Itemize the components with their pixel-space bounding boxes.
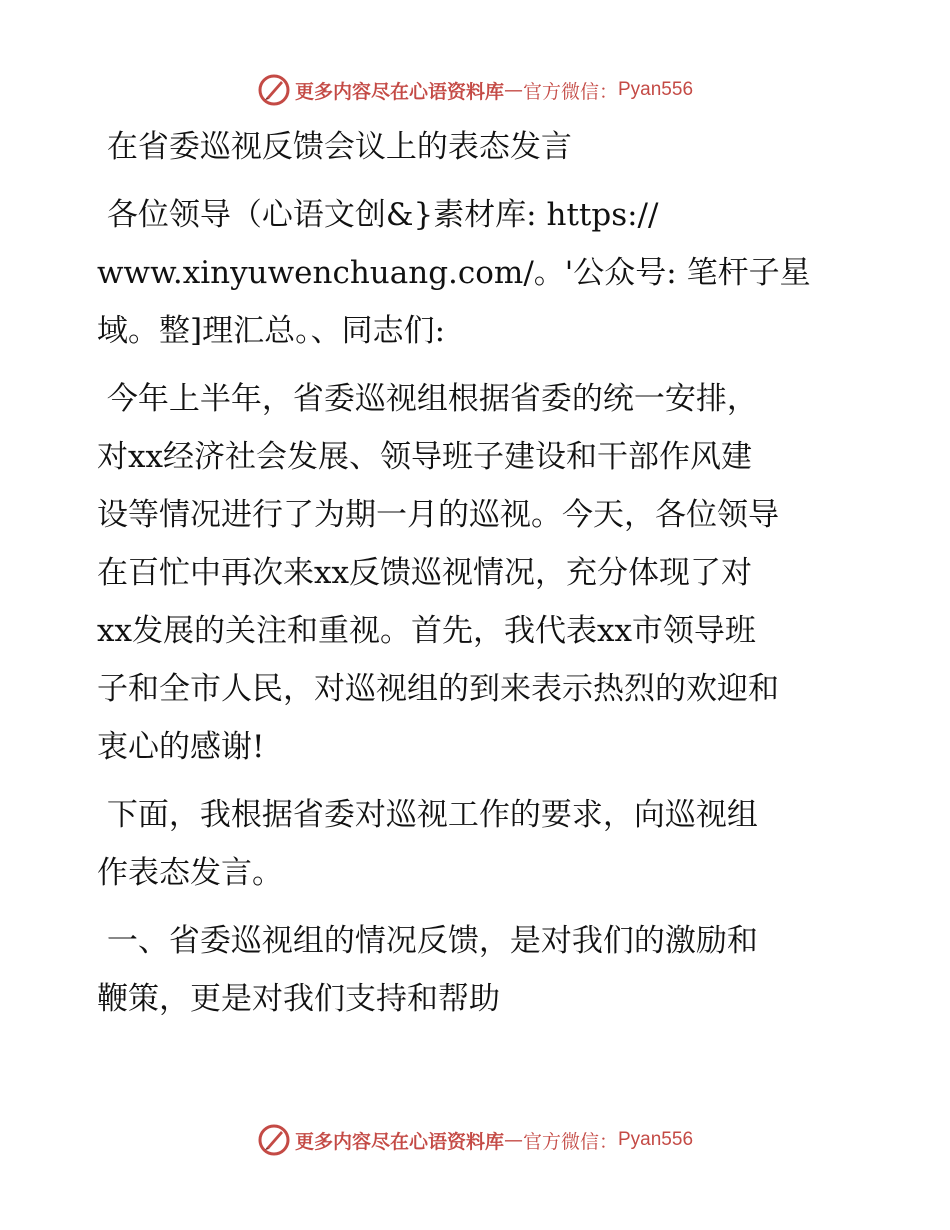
- quill-pen-circle-icon: [257, 73, 291, 107]
- footer-banner: [0, 1120, 950, 1160]
- salutation: 各位领导（心语文创&}素材库: https:// www.xinyuwenchuang.com/。'公众号: 笔杆子星 域。整]理汇总。、同志们:: [97, 197, 811, 349]
- quill-pen-circle-icon: [257, 1123, 291, 1157]
- banner-wechat-label: 官方微信：: [522, 1130, 618, 1153]
- banner-dash: —: [503, 79, 523, 101]
- document-body: [97, 118, 857, 1038]
- banner-site-text: 更多内容尽在心语资料库: [294, 80, 504, 103]
- banner-dash: —: [503, 1129, 523, 1151]
- header-banner: [0, 70, 950, 110]
- document-title: 在省委巡视反馈会议上的表态发言: [97, 129, 572, 165]
- banner-wechat-label: 官方微信：: [522, 80, 618, 103]
- banner-wechat-id: Pyan556: [618, 1129, 694, 1150]
- paragraph-intro: 今年上半年，省委巡视组根据省委的统一安排， 对xx经济社会发展、领导班子建设和干部作风建 设等情况进行了为期一月的巡视。今天，各位领导 在百忙中再次来xx反馈巡视情况，充分体现了对 xx发展的关注和重视。首先，我代表xx市领导班 子和全市人民，对巡视组的到来表示热烈的欢迎和 衷心的感谢!: [97, 381, 779, 765]
- paragraph-statement: 下面，我根据省委对巡视工作的要求，向巡视组 作表态发言。: [97, 797, 758, 891]
- banner-wechat-id: Pyan556: [618, 79, 694, 100]
- section-heading-1: 一、省委巡视组的情况反馈，是对我们的激励和 鞭策，更是对我们支持和帮助: [97, 923, 758, 1017]
- banner-site-text: 更多内容尽在心语资料库: [294, 1130, 504, 1153]
